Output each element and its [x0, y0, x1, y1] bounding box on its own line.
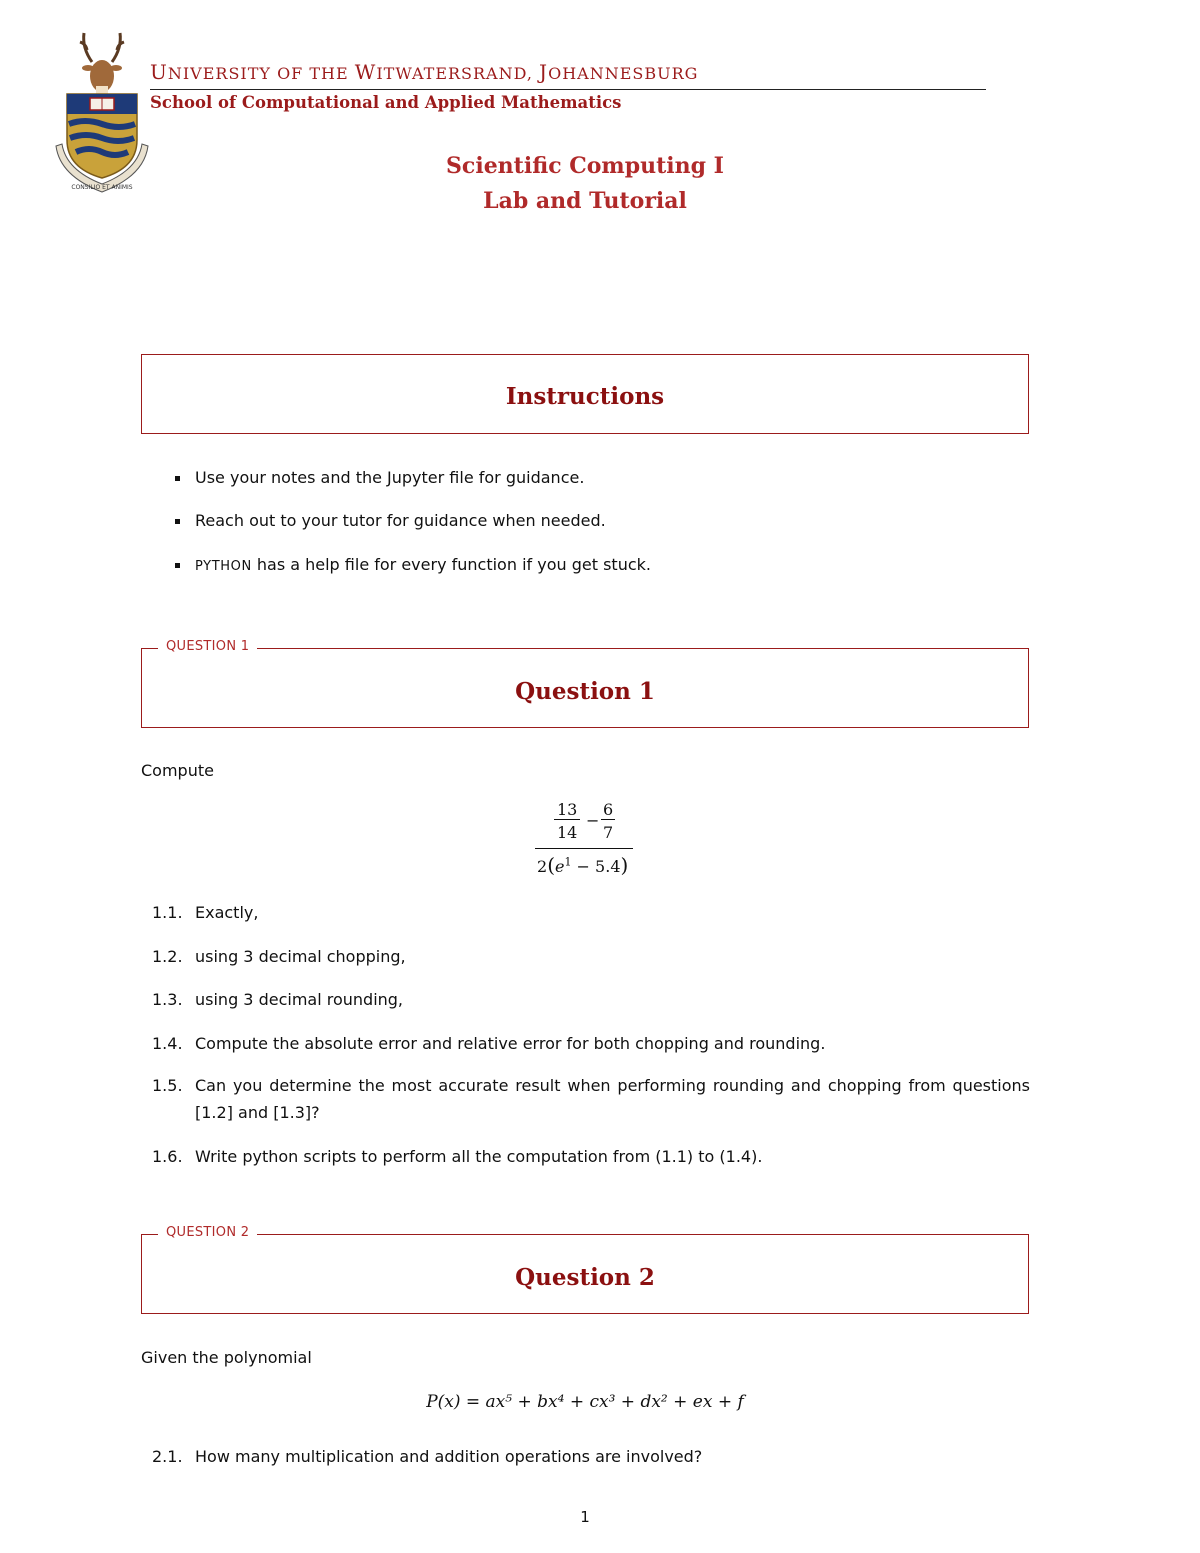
page-number: 1	[580, 1508, 590, 1526]
fraction-a-numerator: 13	[557, 800, 578, 819]
instructions-title: Instructions	[505, 383, 665, 410]
math-fraction	[533, 798, 637, 878]
school-name: School of Computational and Applied Mathematics	[150, 93, 622, 112]
fraction-b-bar	[601, 819, 615, 820]
question-2-label: QUESTION 2	[158, 1225, 257, 1240]
header-rule	[150, 89, 986, 90]
fraction-a-bar	[554, 819, 580, 820]
crest-motto: CONSILIO ET ANIMIS	[71, 184, 133, 191]
question-1-box	[141, 639, 1029, 728]
fraction-b-numerator: 6	[603, 800, 614, 819]
instruction-item: Reach out to your tutor for guidance when needed.	[175, 511, 606, 530]
instructions-box	[141, 354, 1029, 434]
question-1-intro: Compute	[141, 761, 214, 780]
question-2-title: Question 2	[515, 1264, 655, 1291]
fraction-main-bar	[535, 848, 633, 849]
question-1-label: QUESTION 1	[158, 639, 257, 654]
fraction-a-denominator: 14	[557, 823, 578, 842]
polynomial-equation: P(x) = ax⁵ + bx⁴ + cx³ + dx² + ex + f	[426, 1392, 744, 1412]
course-title: Scientific Computing I	[446, 153, 724, 179]
university-name: UNIVERSITY OF THE WITWATERSRAND, JOHANNESBURG	[150, 60, 699, 84]
instruction-item: PYTHON has a help file for every function if you get stuck.	[175, 555, 651, 574]
fraction-b-denominator: 7	[603, 823, 614, 842]
question-2-intro: Given the polynomial	[141, 1348, 312, 1367]
fraction-minus: −	[586, 811, 600, 830]
fraction-denominator: $2(e^1 - 5.4)$	[537, 853, 629, 877]
question-2-box	[141, 1225, 1029, 1314]
course-subtitle: Lab and Tutorial	[483, 188, 687, 214]
instruction-item: Use your notes and the Jupyter file for guidance.	[175, 468, 584, 487]
question-1-title: Question 1	[515, 678, 655, 705]
